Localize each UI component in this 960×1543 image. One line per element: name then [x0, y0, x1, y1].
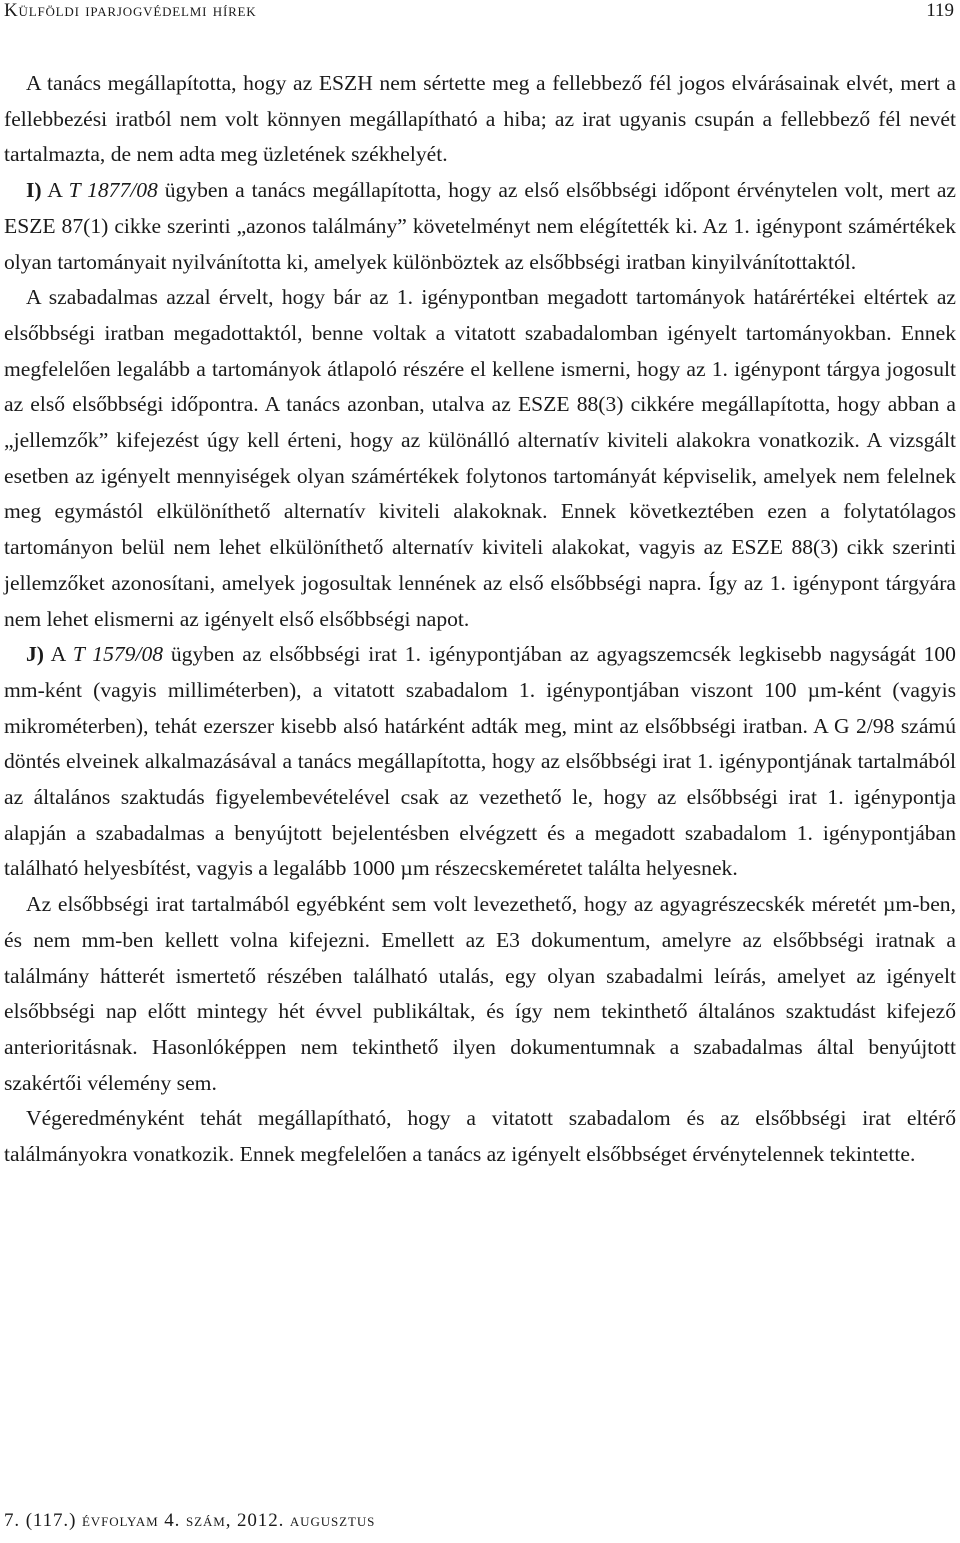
paragraph-3: A szabadalmas azzal érvelt, hogy bár az 1. igénypontban megadott tartományok határértékei eltértek az elsőbbségi iratban megadottaktól, benne voltak a vitatott szabadalomban igényelt tartományokban. Ennek megfelelően legalább a tartományok átlapoló részére el kellene ismerni, hogy az 1. igénypont tárgya jogosult az első elsőbbségi időpontra. A tanács azonban, utalva az ESZE 88(3) cikkére megállapította, hogy abban a „jellemzők” kifejezést úgy kell érteni, hogy az különálló alternatív kiviteli alakokra vonatkozik. A vizsgált esetben az igényelt mennyiségek olyan számértékek folytonos tartományát képviselik, amelyek nem felelnek meg egymástól elkülöníthető alternatív kiviteli alakoknak. Ennek következtében ezen a folytatólagos tartományon belül nem lehet elkülöníthető alternatív kiviteli alakokat, vagyis az ESZE 88(3) cikk szerinti jellemzőket azonosítani, amelyek jogosultak lennének az első elsőbbségi napra. Így az 1. igénypont tárgyára nem lehet elismerni az igényelt első elsőbbségi napot.: [4, 285, 956, 631]
case-number-t1877: T 1877/08: [68, 178, 158, 203]
paragraph-case-i: [4, 173, 956, 280]
paragraph-1: A tanács megállapította, hogy az ESZH nem sértette meg a fellebbező fél jogos elvárásainak elvét, mert a fellebbezési iratból nem volt könnyen megállapítható a hiba; az irat ugyanis csupán a fellebbező fél nevét tartalmazta, de nem adta meg üzletének székhelyét.: [4, 71, 956, 167]
page-header: [0, 0, 960, 24]
paragraph-case-j-pre: A: [44, 642, 73, 667]
section-marker-j: J): [26, 642, 44, 667]
case-number-t1579: T 1579/08: [72, 642, 164, 667]
paragraph-5: Az elsőbbségi irat tartalmából egyébként sem volt levezethető, hogy az agyagrészecskék méretét µm-ben, és nem mm-ben kellett volna kifejezni. Emellett az E3 dokumentum, amelyre az elsőbbségi iratnak a találmány hátterét ismertető részében található utalás, egy olyan szabadalmi leírás, amelyet az igényelt elsőbbségi nap előtt mintegy hét évvel publikáltak, és így nem tekinthető általános szaktudást kifejező anterioritásnak. Hasonlóképpen nem tekinthető ilyen dokumentumnak a szabadalmas által benyújtott szakértői vélemény sem.: [4, 892, 956, 1095]
paragraph-case-i-pre: A: [41, 178, 69, 203]
article-body: [4, 66, 956, 1173]
section-marker-i: I): [26, 178, 42, 203]
paragraph-case-i-text: ügyben a tanács megállapította, hogy az első elsőbbségi időpont érvénytelen volt, mert az ESZE 87(1) cikke szerinti „azonos találmány” követelményt nem elégítették ki. Az 1. igénypont számértékek olyan tartományait nyilvánította ki, amelyek különböztek az elsőbbségi iratban kinyilvánítottaktól.: [4, 178, 956, 274]
paragraph-6: Végeredményként tehát megállapítható, hogy a vitatott szabadalom és az elsőbbségi irat eltérő találmányokra vonatkozik. Ennek megfelelően a tanács az igényelt elsőbbséget érvénytelennek tekintette.: [4, 1106, 956, 1167]
paragraph-case-j-text: ügyben az elsőbbségi irat 1. igénypontjában az agyagszemcsék legkisebb nagyságát 100 mm-ként (vagyis milliméterben), a vitatott szabadalom 1. igénypontjában viszont 100 µm-ként (vagyis mikrométerben), tehát ezerszer kisebb alsó határként adták meg, mint az elsőbbségi iratban. A G 2/98 számú döntés elveinek alkalmazásával a tanács megállapította, hogy az elsőbbségi irat 1. igénypontjának tartalmából az általános szaktudás figyelembevételével csak az vezethető le, hogy az elsőbbségi irat 1. igénypontja alapján a szabadalmas a benyújtott bejelentésben elvégzett és a megadott szabadalom 1. igénypontjában található helyesbítést, vagyis a legalább 1000 µm részecskeméretet találta helyesnek.: [4, 642, 956, 881]
page-footer: 7. (117.) évfolyam 4. szám, 2012. augusztus: [4, 1510, 376, 1531]
paragraph-case-j: [4, 637, 956, 887]
page-number: 119: [926, 0, 954, 21]
running-title: Külföldi iparjogvédelmi hírek: [4, 0, 257, 21]
